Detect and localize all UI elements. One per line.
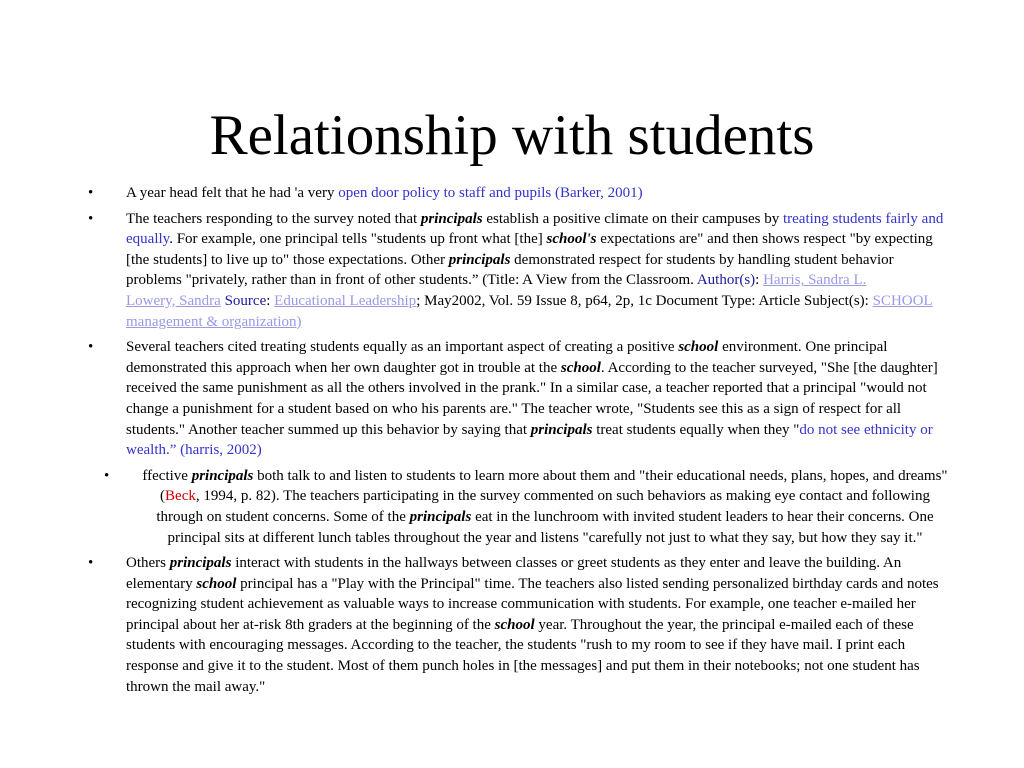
text: . According to the teacher surveyed, "She [the daughter] received the same punishment as all the others involved in the prank." In a similar case, a teacher reported that a principal "would not change a punishment for a student based on who his parents are." The teacher wrote, "Students see this as a sign of respect for all students." Another teacher summed up this behavior by saying that (126, 359, 938, 438)
emphasis-principals: principals (191, 467, 254, 484)
text: A year head felt that he had 'a very (126, 185, 339, 201)
author-link-harris[interactable]: Harris, Sandra L. (763, 272, 867, 289)
text: interact with students in the hallways between classes or greet students as they enter and leave the building. An elementary (126, 555, 902, 592)
text: both talk to and listen to students to learn more about them and "their educational needs, plans, hopes, and dreams" ( (160, 467, 948, 505)
citation-beck: Beck (165, 488, 196, 505)
text: environment. One principal demonstrated this approach when her own daughter got in trouble at the (126, 339, 888, 376)
text: The teachers responding to the survey noted that (126, 210, 421, 227)
emphasis-principals: principals (169, 555, 232, 572)
author-link-lowery[interactable]: Lowery, Sandra (126, 292, 221, 309)
bullet-item-3 (80, 337, 948, 461)
bullet-icon: • (88, 185, 94, 201)
text: Several teachers cited treating students equally as an important aspect of creating a positive (126, 339, 679, 356)
text: Others (126, 555, 170, 572)
source-link[interactable]: Educational Leadership (274, 292, 417, 309)
text: ; May2002, Vol. 59 Issue 8, p64, 2p, 1c Document Type: Article Subject(s): (416, 292, 873, 309)
text: . For example, one principal tells "students up front what [the] (169, 231, 547, 248)
text: demonstrated respect for students by handling student behavior problems "privately, rather than in front of other students.” (Title: A View from the Classroom. (126, 251, 894, 289)
emphasis-school: school (196, 575, 237, 592)
text: treat students equally when they " (592, 421, 800, 438)
emphasis-principals: principals (420, 210, 483, 227)
text: eat in the lunchroom with invited student leaders to hear their concerns. One principal sits at different lunch tables throughout the year and listens "carefully not just to what they say, but how they say it." (167, 508, 934, 546)
citation-harris: do not see ethnicity or wealth.” (harris, 2002) (126, 421, 933, 459)
bullet-item-5 (80, 553, 948, 697)
bullet-item-4 (80, 466, 948, 548)
emphasis-principals: principals (530, 421, 593, 438)
subject-link[interactable]: SCHOOL management & organization) (126, 292, 933, 330)
slide-title: Relationship with students (209, 104, 815, 167)
highlight-treating-fairly: treating students fairly and equally (126, 210, 944, 248)
text: : (755, 272, 764, 289)
emphasis-school: school (494, 616, 535, 633)
citation-barker: open door policy to staff and pupils (Barker, 2001) (338, 185, 643, 201)
bullet-icon: • (88, 210, 94, 227)
emphasis-principals: principals (409, 508, 472, 525)
emphasis-schools: school's (546, 231, 597, 248)
bullet-icon: • (88, 555, 94, 572)
text: expectations are" and then shows respect "by expecting [the students] to live up to" those expectations. Other (126, 231, 933, 268)
text: : (266, 292, 275, 309)
text: , 1994, p. 82). The teachers participating in the survey commented on such behaviors as making eye contact and following through on student concerns. Some of the (156, 488, 930, 525)
bullet-icon: • (104, 467, 110, 484)
bullet-item-1 (80, 183, 948, 204)
emphasis-school: school (678, 339, 719, 356)
text: establish a positive climate on their campuses by (482, 210, 783, 227)
authors-label: Author(s) (696, 272, 756, 289)
emphasis-principals: principals (448, 251, 511, 268)
bullet-list (80, 183, 948, 702)
emphasis-school: school (560, 359, 601, 376)
bullet-icon: • (88, 339, 94, 356)
text: year. Throughout the year, the principal e-mailed each of these students with encouraging messages. According to the teacher, the students "rush to my room to see if they have mail. I print each response and give it to the student. Most of them punch holes in [the messages] and put them in their notebooks; not one student has thrown the mail away." (126, 616, 920, 695)
text: ffective (142, 467, 192, 484)
source-label: Source (224, 292, 267, 309)
text: principal has a "Play with the Principal" time. The teachers also listed sending personalized birthday cards and notes recognizing student achievement as valuable ways to increase communication with students. For example, one teacher e-mailed her principal about her at-risk 8th graders at the beginning of the (126, 575, 939, 633)
bullet-item-2 (80, 209, 948, 333)
